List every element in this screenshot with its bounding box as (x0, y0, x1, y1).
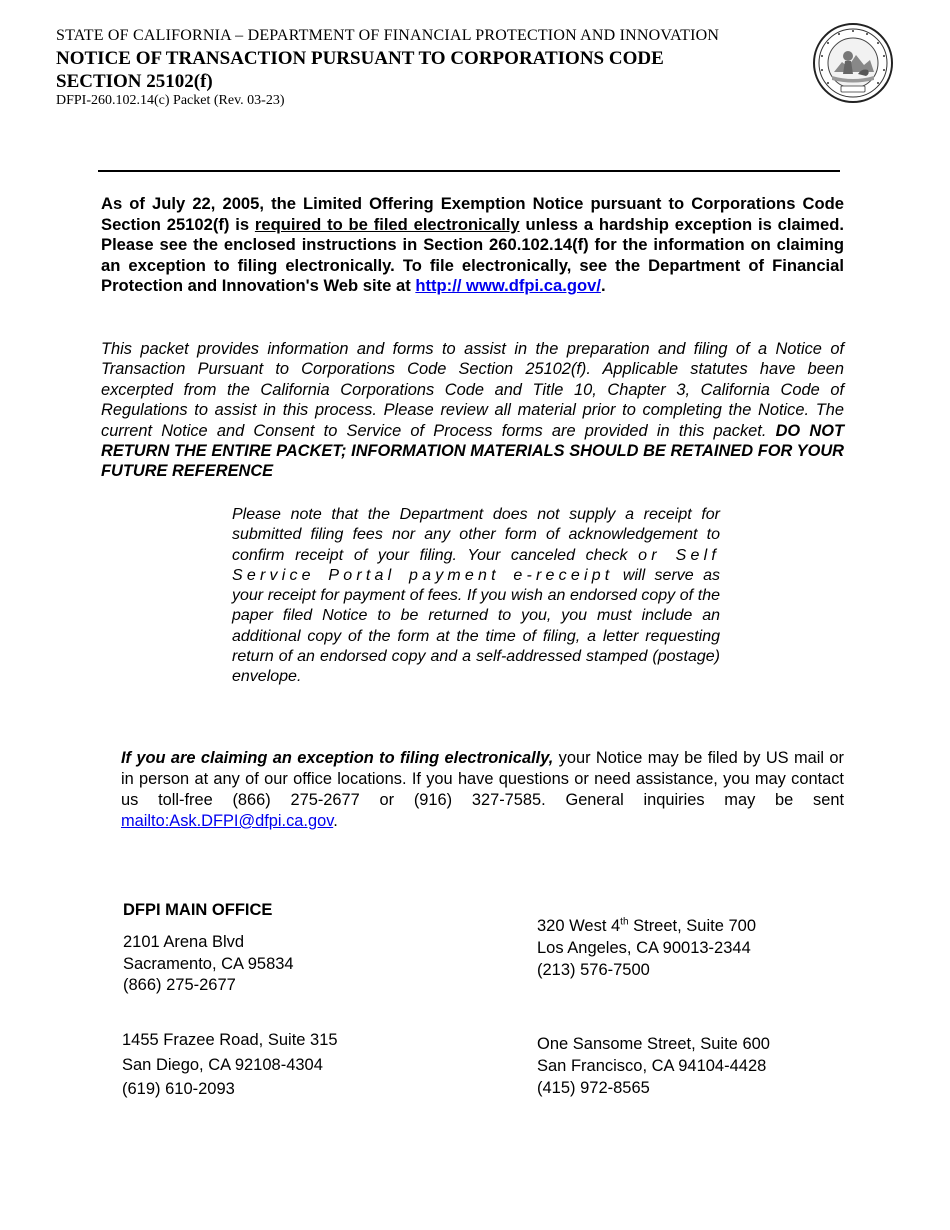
receipt-note-spaced: or Self Service Portal payment e-receipt (232, 546, 720, 584)
address-line-post: Street, Suite 700 (628, 917, 757, 935)
notice-text-part-1: As of July 22, 2005, the Limited Offering Exemption Notice pursuant to Corporations Code Section 25102(f) is (101, 194, 844, 234)
office-los-angeles (537, 915, 756, 981)
exception-end: . (333, 812, 338, 830)
address-city: Sacramento, CA 95834 (123, 954, 294, 973)
address-city: San Francisco, CA 94104-4428 (537, 1057, 767, 1075)
office-phone: (619) 610-2093 (122, 1080, 235, 1098)
notice-underlined-text: required to be filed electronically (254, 214, 520, 234)
address-city: San Diego, CA 92108-4304 (122, 1055, 323, 1074)
notice-text-part-2: unless a hardship exception is claimed. Please see the enclosed instructions in Section 260.102.14(f) for the information on claiming an exception to filing electronically. To file electronically, see the Department of Financial Protection and Innovation's Web site at (101, 214, 845, 296)
form-number: DFPI-260.102.14(c) Packet (Rev. 03-23) (56, 93, 285, 108)
page-title (56, 47, 664, 93)
office-phone: (213) 576-7500 (537, 961, 650, 979)
agency-name: STATE OF CALIFORNIA – DEPARTMENT OF FINANCIAL PROTECTION AND INNOVATION (56, 27, 720, 44)
address-line (537, 915, 756, 937)
office-phone: (415) 972-8565 (537, 1079, 650, 1097)
office-phone: (866) 275-2677 (123, 976, 236, 994)
notice-end: . (600, 276, 606, 296)
dfpi-website-link[interactable]: http:// www.dfpi.ca.gov/ (415, 276, 601, 296)
address-line: 1455 Frazee Road, Suite 315 (122, 1031, 338, 1049)
office-san-diego (122, 1028, 338, 1102)
page-title-line-2: SECTION 25102(f) (56, 71, 213, 92)
exception-text: your Notice may be filed by US mail or in person at any of our office locations. If you have questions or need assistance, you may contact us toll-free (866) 275-2677 or (916) 327-7585. General inquiries may be sent (121, 749, 844, 809)
receipt-note-part-2: will serve as your receipt for payment of fees. If you wish an endorsed copy of the paper filed Notice to be returned to you, you must include an additional copy of the form at the time of filing, a letter requesting return of an endorsed copy and a self-addressed stamped (postage) envelope. (232, 566, 720, 686)
address-line-sup: th (620, 916, 629, 928)
office-sacramento (123, 932, 294, 997)
page-title-line-1: NOTICE OF TRANSACTION PURSUANT TO CORPORATIONS CODE (56, 48, 664, 69)
office-san-francisco (537, 1033, 770, 1099)
address-line-pre: 320 West 4 (537, 917, 621, 935)
address-line: One Sansome Street, Suite 600 (537, 1035, 770, 1053)
exception-paragraph (121, 748, 844, 832)
packet-info-paragraph (101, 339, 844, 482)
exception-lead: If you are claiming an exception to filing electronically, (121, 749, 554, 767)
address-line: 2101 Arena Blvd (123, 933, 245, 951)
email-link[interactable]: mailto:Ask.DFPI@dfpi.ca.gov (121, 812, 334, 830)
receipt-note-part-1: Please note that the Department does not supply a receipt for submitted filing fees nor any other form of acknowledgement to confirm receipt of your filing. Your canceled check (232, 506, 720, 564)
main-office-heading: DFPI MAIN OFFICE (123, 901, 273, 919)
electronic-filing-notice (101, 194, 844, 297)
packet-info-text: This packet provides information and forms to assist in the preparation and filing of a Notice of Transaction Pursuant to Corporations Code Section 25102(f). Applicable statutes have been excerpted from the California Corporations Code and Title 10, Chapter 3, California Code of Regulations to assist in this process. Please review all material prior to completing the Notice. The current Notice and Consent to Service of Process forms are provided in this packet. (101, 340, 844, 440)
state-seal-icon (812, 22, 894, 104)
header-divider (98, 170, 840, 172)
packet-warning: DO NOT RETURN THE ENTIRE PACKET; INFORMATION MATERIALS SHOULD BE RETAINED FOR YOUR FUTURE REFERENCE (101, 421, 844, 481)
address-city: Los Angeles, CA 90013-2344 (537, 939, 751, 957)
receipt-note (232, 505, 720, 688)
